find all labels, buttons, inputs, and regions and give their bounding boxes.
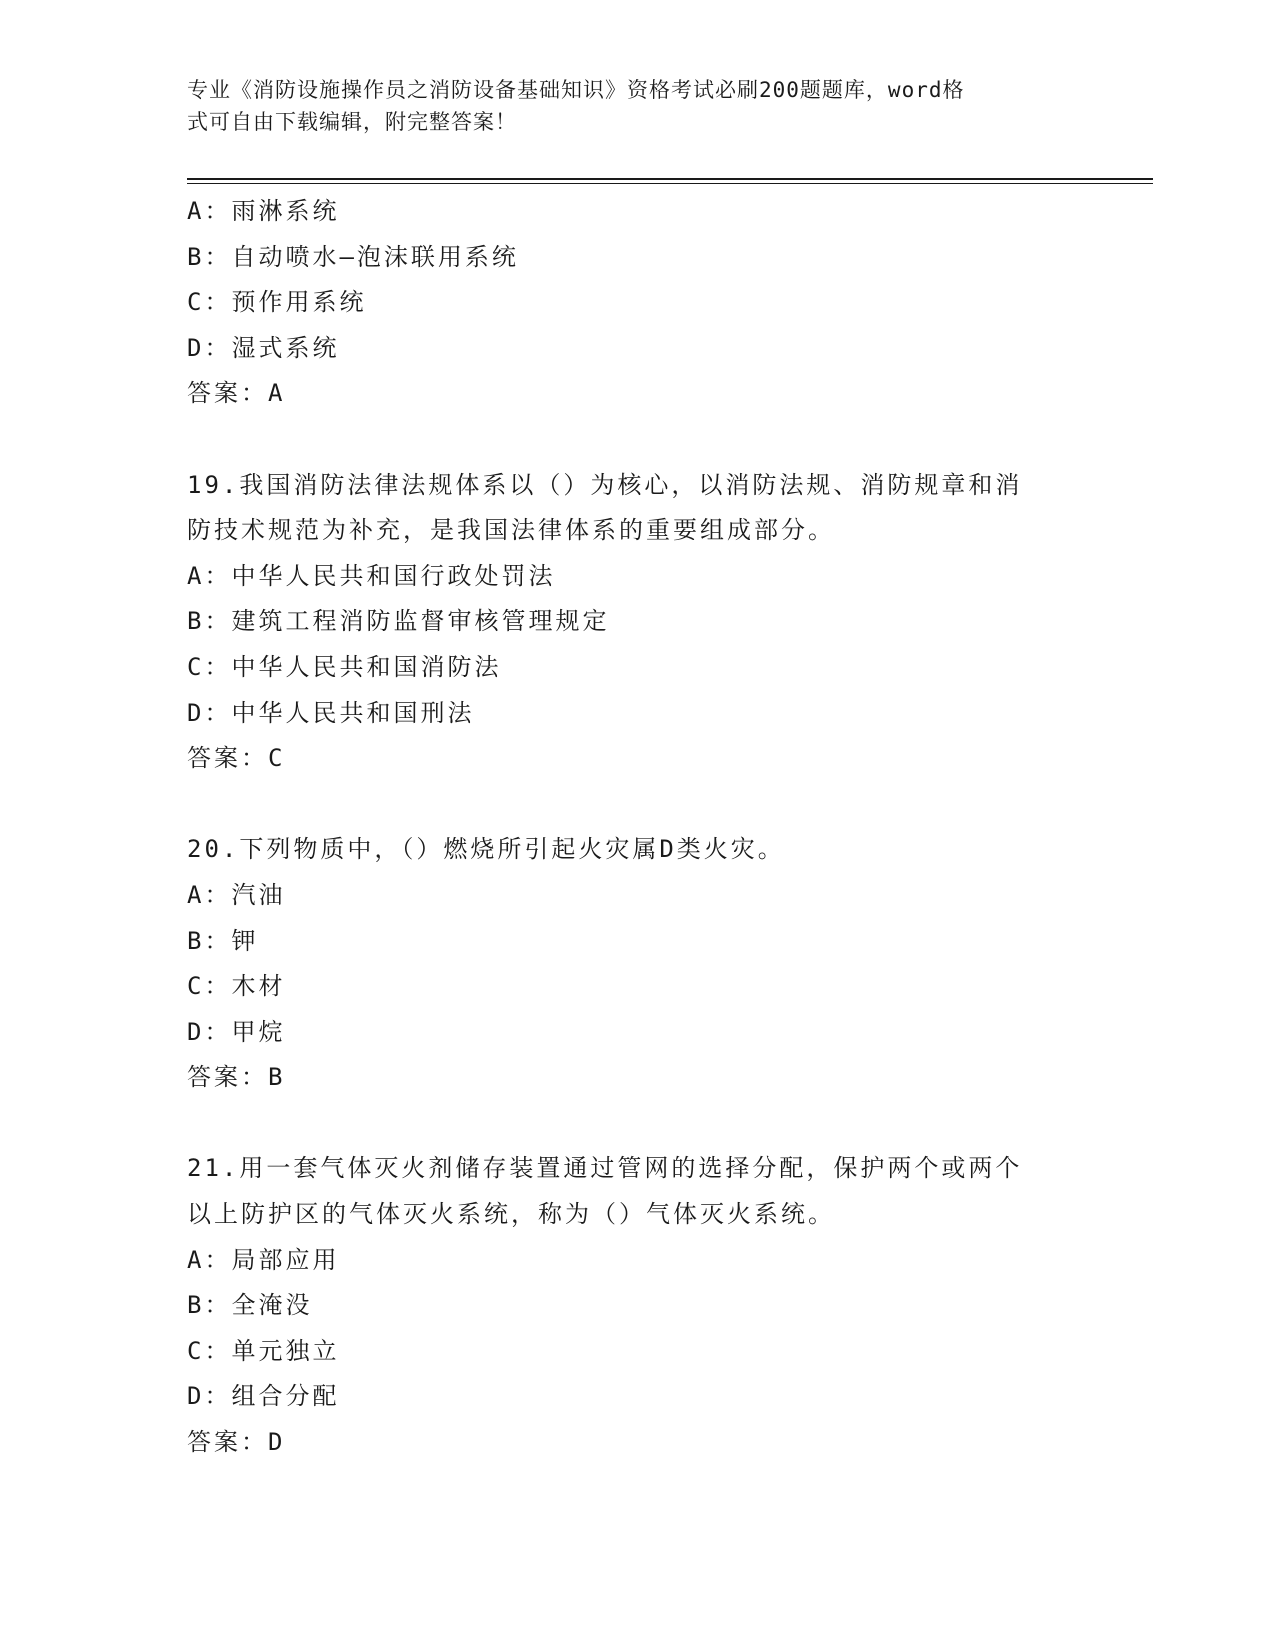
question-stem-line-1: 21.用一套气体灭火剂储存装置通过管网的选择分配，保护两个或两个 — [187, 1154, 1023, 1183]
question-19 — [187, 463, 1087, 782]
answer: 答案：B — [187, 1063, 286, 1092]
option-a: A：中华人民共和国行政处罚法 — [187, 561, 556, 590]
answer: 答案：C — [187, 744, 286, 773]
option-c: C：预作用系统 — [187, 288, 367, 317]
option-d: D：甲烷 — [187, 1017, 286, 1046]
option-a: A：汽油 — [187, 880, 286, 909]
question-stem-line-2: 以上防护区的气体灭火系统，称为（）气体灭火系统。 — [187, 1200, 835, 1229]
question-list — [187, 189, 1087, 1466]
document-header — [187, 74, 1087, 138]
header-line-1: 专业《消防设施操作员之消防设备基础知识》资格考试必刷200题题库，word格 — [187, 78, 965, 102]
question-stem-line-1: 20.下列物质中，（）燃烧所引起火灾属D类火灾。 — [187, 835, 785, 864]
option-b: B：建筑工程消防监督审核管理规定 — [187, 607, 610, 636]
option-d: D：湿式系统 — [187, 333, 340, 362]
question-20 — [187, 827, 1087, 1101]
divider-thin — [187, 183, 1153, 184]
header-divider — [187, 178, 1153, 184]
header-line-2: 式可自由下载编辑，附完整答案！ — [187, 110, 517, 134]
option-c: C：中华人民共和国消防法 — [187, 652, 502, 681]
option-a: A：雨淋系统 — [187, 197, 340, 225]
option-d: D：中华人民共和国刑法 — [187, 698, 475, 727]
question-21 — [187, 1146, 1087, 1465]
option-b: B：自动喷水—泡沫联用系统 — [187, 242, 519, 271]
option-b: B：钾 — [187, 926, 259, 955]
answer: 答案：A — [187, 379, 286, 408]
option-c: C：单元独立 — [187, 1336, 340, 1365]
option-c: C：木材 — [187, 972, 286, 1001]
answer: 答案：D — [187, 1428, 286, 1457]
option-d: D：组合分配 — [187, 1382, 340, 1411]
previous-question-block — [187, 189, 1087, 417]
question-stem-line-1: 19.我国消防法律法规体系以（）为核心，以消防法规、消防规章和消 — [187, 470, 1023, 499]
question-stem-line-2: 防技术规范为补充，是我国法律体系的重要组成部分。 — [187, 516, 835, 545]
option-a: A：局部应用 — [187, 1245, 340, 1274]
option-b: B：全淹没 — [187, 1291, 313, 1320]
